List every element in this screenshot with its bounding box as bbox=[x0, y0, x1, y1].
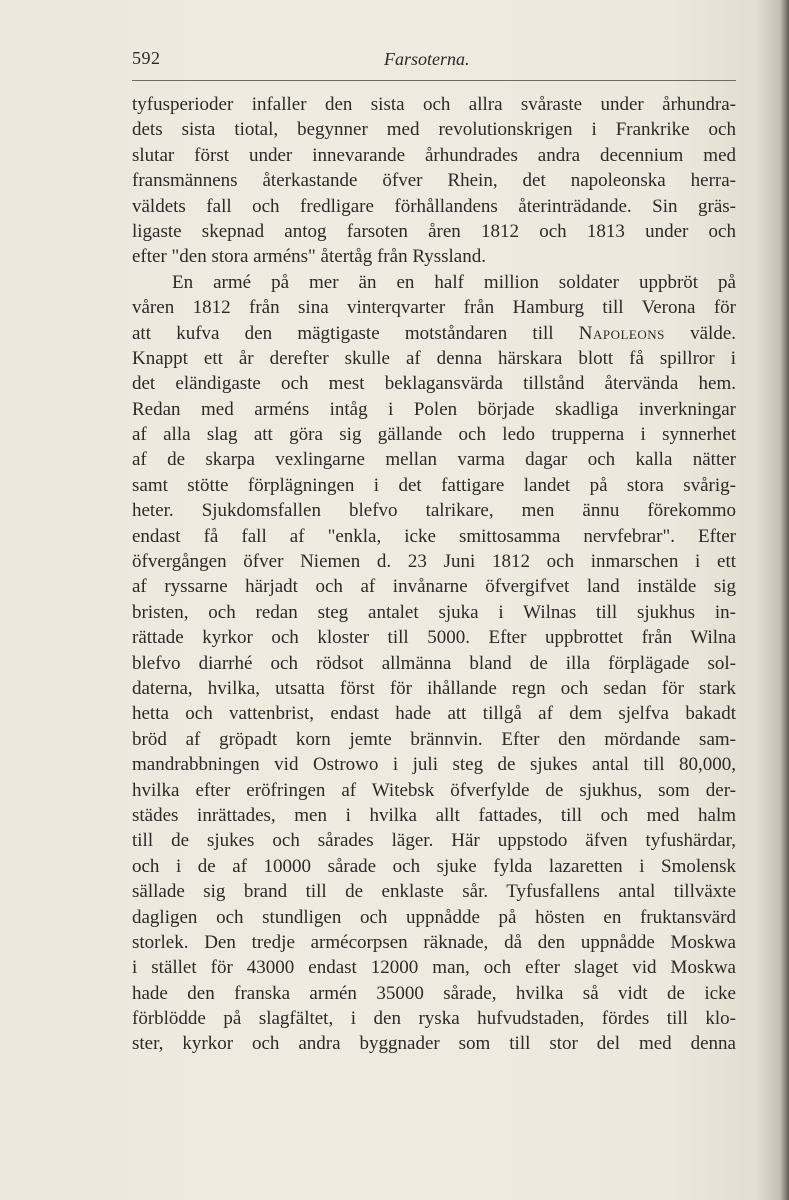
text-line: tyfusperioder infaller den sista och allra svåraste under århundra- bbox=[132, 94, 736, 115]
paragraph-end-line: efter "den stora arméns" återtåg från Ryssland. bbox=[132, 246, 486, 268]
text-line: ster, kyrkor och andra byggnader som till stor del med denna bbox=[132, 1033, 736, 1055]
text-line: det eländigaste och mest beklagansvärda tillstånd återvända hem. bbox=[132, 373, 736, 395]
text-line: mandrabbningen vid Ostrowo i juli steg de sjukes antal till 80,000, bbox=[132, 754, 736, 776]
text-line: Redan med arméns intåg i Polen började skadliga inverkningar bbox=[132, 398, 736, 420]
paragraph-start-line: En armé på mer än en half million soldater uppbröt på bbox=[172, 271, 736, 293]
text-line: öfvergången öfver Niemen d. 23 Juni 1812 och inmarschen i ett bbox=[132, 551, 736, 573]
text-line: dagligen och stundligen och uppnådde på hösten en fruktansvärd bbox=[132, 906, 736, 928]
text-line: hade den franska armén 35000 sårade, hvilka så vidt de icke bbox=[132, 982, 736, 1004]
text-line: fransmännens återkastande öfver Rhein, det napoleonska herra- bbox=[132, 170, 736, 192]
text-line: ligaste skepnad antog farsoten åren 1812 och 1813 under och bbox=[132, 220, 736, 242]
page-number: 592 bbox=[132, 48, 161, 68]
text-line: daterna, hvilka, utsatta först för ihållande regn och sedan för stark bbox=[132, 677, 736, 699]
name-napoleon: Napoleons bbox=[578, 322, 665, 344]
text-line: dets sista tiotal, begynner med revolutionskrigen i Frankrike och bbox=[132, 119, 736, 141]
text-line: väldets fall och fredligare förhållandens återinträdande. Sin gräs- bbox=[132, 195, 736, 217]
text-line: af ryssarne härjadt och af invånarne öfvergifvet land instälde sig bbox=[132, 576, 736, 598]
text-line: bröd af gröpadt korn jemte brännvin. Efter den mördande sam- bbox=[132, 728, 736, 750]
text-line: af de skarpa vexlingarne mellan varma dagar och kalla nätter bbox=[132, 449, 736, 471]
page-header bbox=[132, 48, 736, 74]
text-line: städes inrättades, men i hvilka allt fattades, till och med halm bbox=[132, 804, 736, 826]
text-line: endast få fall af "enkla, icke smittosamma nervfebrar". Efter bbox=[132, 525, 736, 547]
text-line: hvilka efter eröfringen af Witebsk öfverfylde de sjukhus, som der- bbox=[132, 779, 736, 801]
text-line: heter. Sjukdomsfallen blefvo talrikare, men ännu förekommo bbox=[132, 500, 736, 522]
text-line: sällade sig brand till de enklaste sår. Tyfusfallens antal tillväxte bbox=[132, 881, 736, 903]
text-line: rättade kyrkor och kloster till 5000. Efter uppbrottet från Wilna bbox=[132, 627, 736, 649]
text-line: slutar först under innevarande århundrades andra decennium med bbox=[132, 144, 736, 166]
text-line: blefvo diarrhé och rödsot allmänna bland de illa förplägade sol- bbox=[132, 652, 736, 674]
text-segment: att kufva den mägtigaste motståndaren till bbox=[132, 322, 579, 344]
text-line: storlek. Den tredje armécorpsen räknade, då den uppnådde Moskwa bbox=[132, 931, 736, 953]
text-line: våren 1812 från sina vinterqvarter från Hamburg till Verona för bbox=[132, 297, 736, 319]
text-line: samt stötte förplägningen i det fattigare landet på stora svårig- bbox=[132, 474, 736, 496]
text-line: af alla slag att göra sig gällande och ledo trupperna i synnerhet bbox=[132, 424, 736, 446]
header-rule bbox=[132, 80, 736, 81]
body-text bbox=[132, 92, 736, 1057]
text-line: i stället för 43000 endast 12000 man, och efter slaget vid Moskwa bbox=[132, 957, 736, 979]
text-line: och i de af 10000 sårade och sjuke fylda lazaretten i Smolensk bbox=[132, 855, 736, 877]
text-line: till de sjukes och sårades läger. Här uppstodo äfven tyfushärdar, bbox=[132, 830, 736, 852]
running-title: Farsoterna. bbox=[384, 49, 470, 69]
text-segment: välde. bbox=[664, 322, 736, 344]
text-line-napoleon bbox=[132, 321, 736, 346]
page-edge-shadow bbox=[779, 0, 789, 1200]
text-line: hetta och vattenbrist, endast hade att tillgå af dem sjelfva bakadt bbox=[132, 703, 736, 725]
text-line: bristen, och redan steg antalet sjuka i Wilnas till sjukhus in- bbox=[132, 601, 736, 623]
text-line: förblödde på slagfältet, i den ryska hufvudstaden, fördes till klo- bbox=[132, 1008, 736, 1030]
text-line: Knappt ett år derefter skulle af denna härskara blott få spillror i bbox=[132, 347, 736, 369]
